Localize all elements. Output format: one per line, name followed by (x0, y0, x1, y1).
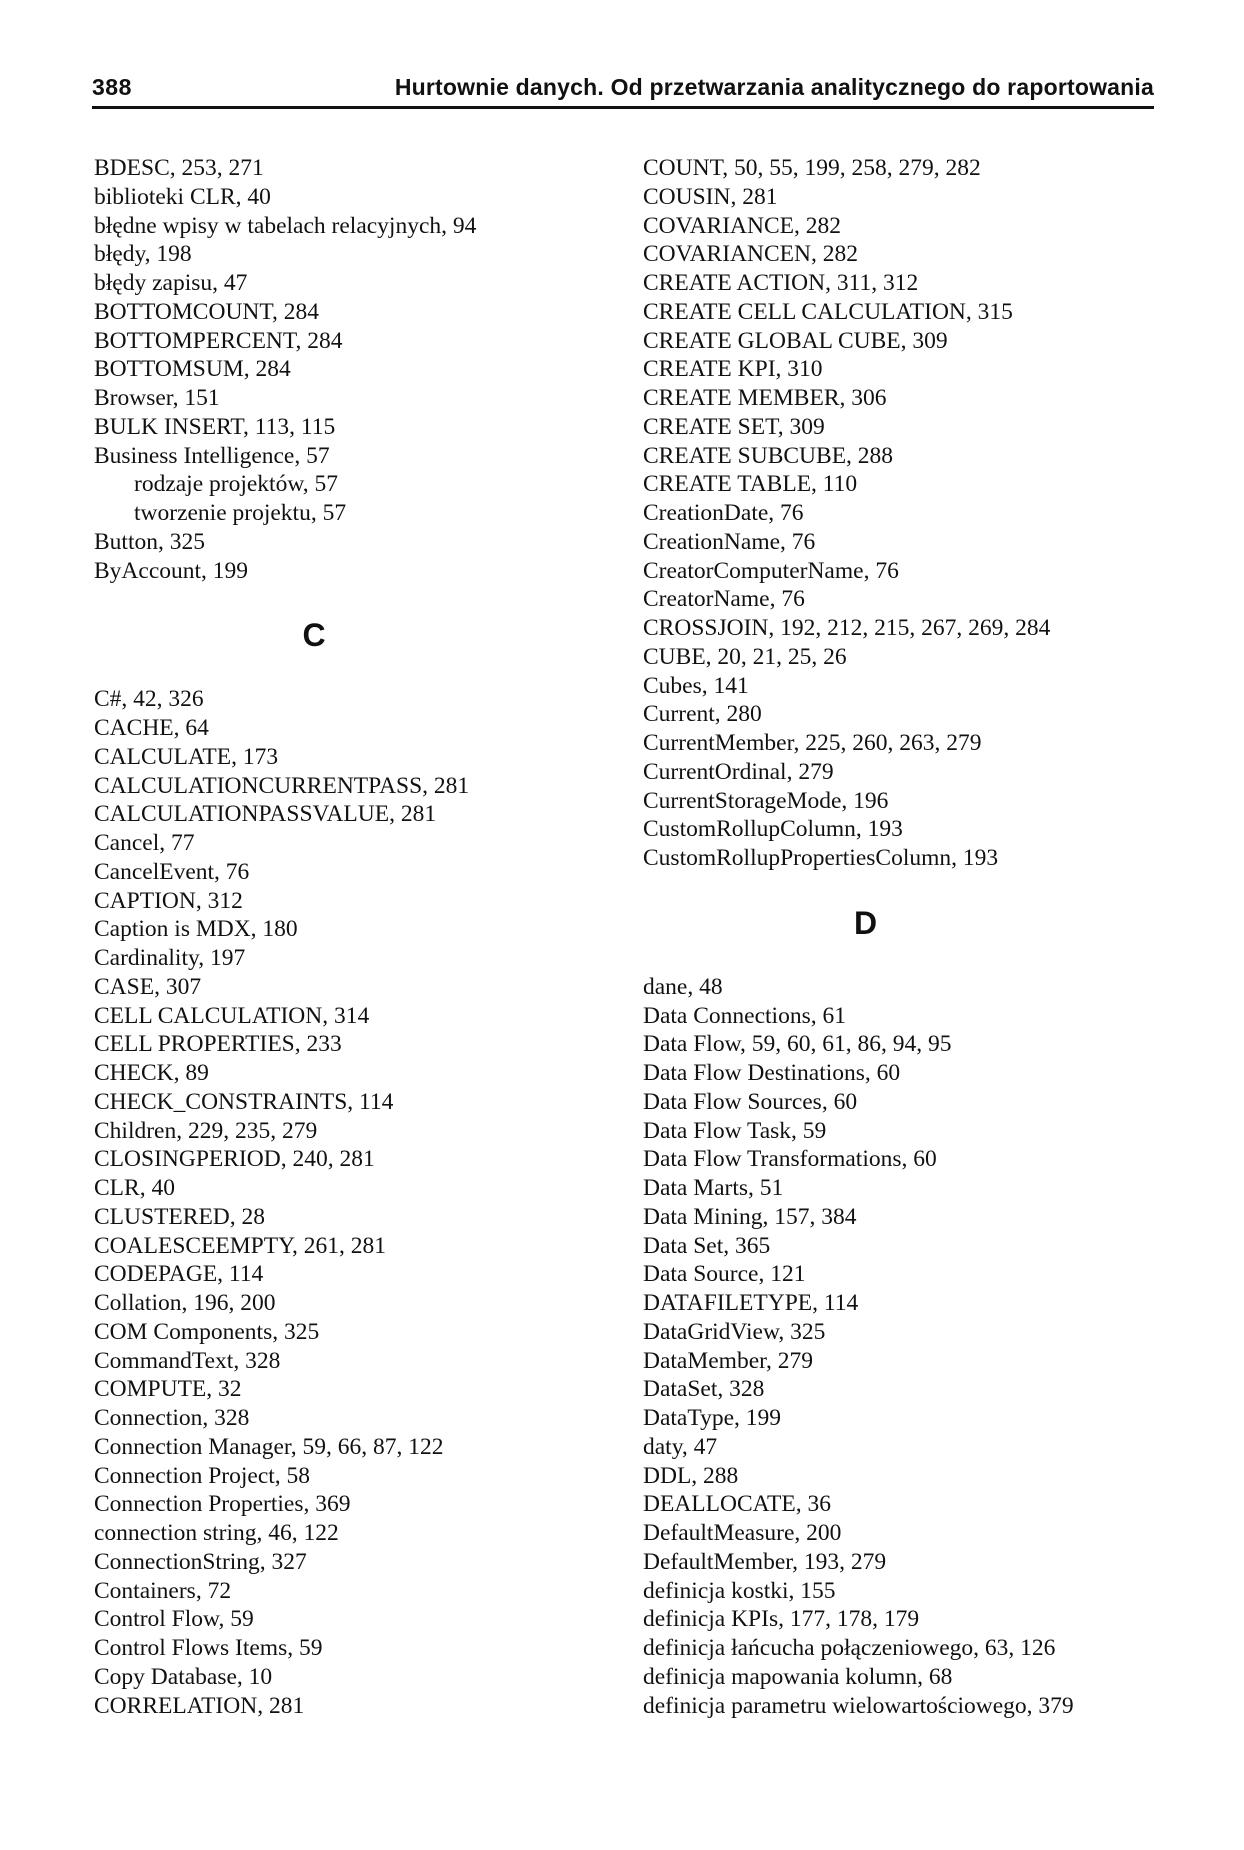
index-entry: COUNT, 50, 55, 199, 258, 279, 282 (643, 155, 981, 181)
index-entry: CREATE ACTION, 311, 312 (643, 270, 919, 296)
index-entry: DEALLOCATE, 36 (643, 1491, 831, 1518)
index-entry: COVARIANCEN, 282 (643, 241, 858, 268)
index-entry: CREATE TABLE, 110 (643, 471, 858, 498)
index-entry: Cancel, 77 (94, 830, 195, 856)
index-entry: DataSet, 328 (643, 1376, 765, 1403)
index-entry: Connection Properties, 369 (94, 1491, 351, 1518)
index-subentry: tworzenie projektu, 57 (134, 500, 347, 526)
index-entry: Copy Database, 10 (94, 1663, 273, 1690)
index-entry: CAPTION, 312 (94, 887, 243, 914)
index-entry: BOTTOMSUM, 284 (94, 356, 291, 383)
index-entry: daty, 47 (643, 1433, 718, 1460)
index-entry: CREATE SET, 309 (643, 413, 825, 440)
index-entry: DataType, 199 (643, 1405, 782, 1431)
index-entry: Data Mining, 157, 384 (643, 1203, 857, 1230)
index-entry: dane, 48 (643, 973, 723, 1000)
index-entry: Data Connections, 61 (643, 1002, 846, 1029)
section-heading-d: D (853, 904, 878, 941)
index-entry: ByAccount, 199 (94, 557, 249, 584)
index-entry: DefaultMember, 193, 279 (643, 1548, 887, 1575)
index-entry: Data Flow Transformations, 60 (643, 1146, 937, 1173)
index-entry: błędy, 198 (94, 241, 192, 268)
index-entry: CREATE KPI, 310 (643, 356, 823, 383)
index-entry: CREATE CELL CALCULATION, 315 (643, 298, 1013, 325)
index-entry: COALESCEEMPTY, 261, 281 (94, 1232, 387, 1259)
index-entry: Connection Manager, 59, 66, 87, 122 (94, 1433, 444, 1460)
index-entry: COMPUTE, 32 (94, 1376, 242, 1403)
index-entry: Button, 325 (94, 528, 205, 555)
index-entry: Data Source, 121 (643, 1261, 806, 1288)
index-entry: CREATE SUBCUBE, 288 (643, 442, 894, 469)
index-entry: DataGridView, 325 (643, 1318, 826, 1345)
page-number: 388 (92, 74, 132, 100)
index-entry: Data Flow Destinations, 60 (643, 1060, 901, 1086)
index-entry: CurrentMember, 225, 260, 263, 279 (643, 730, 982, 756)
index-entry: Current, 280 (643, 701, 762, 728)
index-entry: C#, 42, 326 (94, 686, 204, 713)
index-entry: CreatorComputerName, 76 (643, 557, 899, 584)
index-entry: BDESC, 253, 271 (94, 155, 264, 181)
index-entry: Data Marts, 51 (643, 1175, 784, 1201)
index-entry: ConnectionString, 327 (94, 1548, 307, 1575)
index-entry: CustomRollupPropertiesColumn, 193 (643, 845, 999, 871)
index-entry: CustomRollupColumn, 193 (643, 816, 903, 843)
index-entry: definicja KPIs, 177, 178, 179 (643, 1606, 920, 1633)
index-entry: Cardinality, 197 (94, 945, 246, 971)
running-title: Hurtownie danych. Od przetwarzania analitycznego do raportowania (394, 74, 1154, 100)
index-column-right (643, 154, 1203, 1720)
index-entry: CHECK, 89 (94, 1060, 209, 1086)
index-entry: CurrentOrdinal, 279 (643, 758, 834, 785)
index-entry: Data Flow Task, 59 (643, 1117, 827, 1144)
index-entry: Control Flows Items, 59 (94, 1635, 323, 1661)
page-header (92, 70, 1154, 110)
index-entry: CALCULATIONPASSVALUE, 281 (94, 801, 437, 828)
index-entry: CLOSINGPERIOD, 240, 281 (94, 1146, 375, 1173)
index-entry: Connection, 328 (94, 1405, 250, 1431)
index-entry: BOTTOMCOUNT, 284 (94, 298, 319, 325)
index-entry: CurrentStorageMode, 196 (643, 787, 889, 814)
index-entry: Data Flow, 59, 60, 61, 86, 94, 95 (643, 1031, 952, 1058)
index-entry: DefaultMeasure, 200 (643, 1520, 842, 1546)
index-entry: BULK INSERT, 113, 115 (94, 413, 336, 440)
index-entry: CROSSJOIN, 192, 212, 215, 267, 269, 284 (643, 615, 1051, 641)
index-subentry: rodzaje projektów, 57 (134, 471, 339, 498)
index-entry: Control Flow, 59 (94, 1606, 254, 1633)
index-entry: CLUSTERED, 28 (94, 1203, 266, 1230)
index-entry: Connection Project, 58 (94, 1462, 311, 1489)
index-entry: definicja parametru wielowartościowego, 379 (643, 1692, 1074, 1719)
index-entry: definicja mapowania kolumn, 68 (643, 1663, 953, 1690)
index-entry: Children, 229, 235, 279 (94, 1117, 318, 1144)
index-entry: CreationDate, 76 (643, 500, 804, 526)
index-entry: CancelEvent, 76 (94, 858, 250, 885)
index-entry: błędne wpisy w tabelach relacyjnych, 94 (94, 212, 477, 239)
index-entry: CREATE MEMBER, 306 (643, 385, 887, 411)
index-entry: Data Set, 365 (643, 1232, 771, 1259)
index-entry: CACHE, 64 (94, 715, 209, 741)
index-entry: CODEPAGE, 114 (94, 1261, 264, 1288)
index-entry: CORRELATION, 281 (94, 1692, 305, 1719)
index-entry: DataMember, 279 (643, 1347, 814, 1374)
index-entry: COUSIN, 281 (643, 183, 778, 210)
index-entry: CALCULATIONCURRENTPASS, 281 (94, 772, 470, 799)
index-entry: CELL CALCULATION, 314 (94, 1002, 370, 1029)
index-entry: Browser, 151 (94, 385, 220, 411)
index-entry: Containers, 72 (94, 1577, 232, 1604)
index-entry: Caption is MDX, 180 (94, 916, 298, 943)
index-entry: DATAFILETYPE, 114 (643, 1290, 859, 1316)
index-entry: CELL PROPERTIES, 233 (94, 1031, 342, 1058)
index-entry: CreatorName, 76 (643, 586, 805, 613)
index-entry: BOTTOMPERCENT, 284 (94, 327, 343, 354)
index-entry: connection string, 46, 122 (94, 1520, 339, 1546)
index-entry: CUBE, 20, 21, 25, 26 (643, 643, 847, 670)
index-entry: COM Components, 325 (94, 1318, 320, 1345)
index-entry: definicja kostki, 155 (643, 1577, 836, 1604)
index-entry: CHECK_CONSTRAINTS, 114 (94, 1088, 394, 1115)
index-entry: definicja łańcucha połączeniowego, 63, 126 (643, 1635, 1056, 1661)
header-rule (92, 106, 1154, 109)
index-entry: Business Intelligence, 57 (94, 442, 330, 469)
index-entry: błędy zapisu, 47 (94, 270, 248, 296)
index-entry: biblioteki CLR, 40 (94, 183, 271, 210)
index-entry: DDL, 288 (643, 1462, 739, 1489)
index-column-left (94, 154, 614, 1720)
index-entry: Cubes, 141 (643, 672, 749, 699)
index-entry: CLR, 40 (94, 1175, 175, 1201)
index-entry: CREATE GLOBAL CUBE, 309 (643, 327, 948, 354)
section-heading-c: C (302, 617, 326, 654)
index-entry: Collation, 196, 200 (94, 1290, 276, 1316)
index-entry: Data Flow Sources, 60 (643, 1088, 858, 1115)
index-entry: CommandText, 328 (94, 1347, 281, 1374)
index-entry: CreationName, 76 (643, 528, 816, 555)
index-entry: COVARIANCE, 282 (643, 212, 842, 239)
index-entry: CALCULATE, 173 (94, 743, 279, 770)
index-entry: CASE, 307 (94, 973, 202, 1000)
